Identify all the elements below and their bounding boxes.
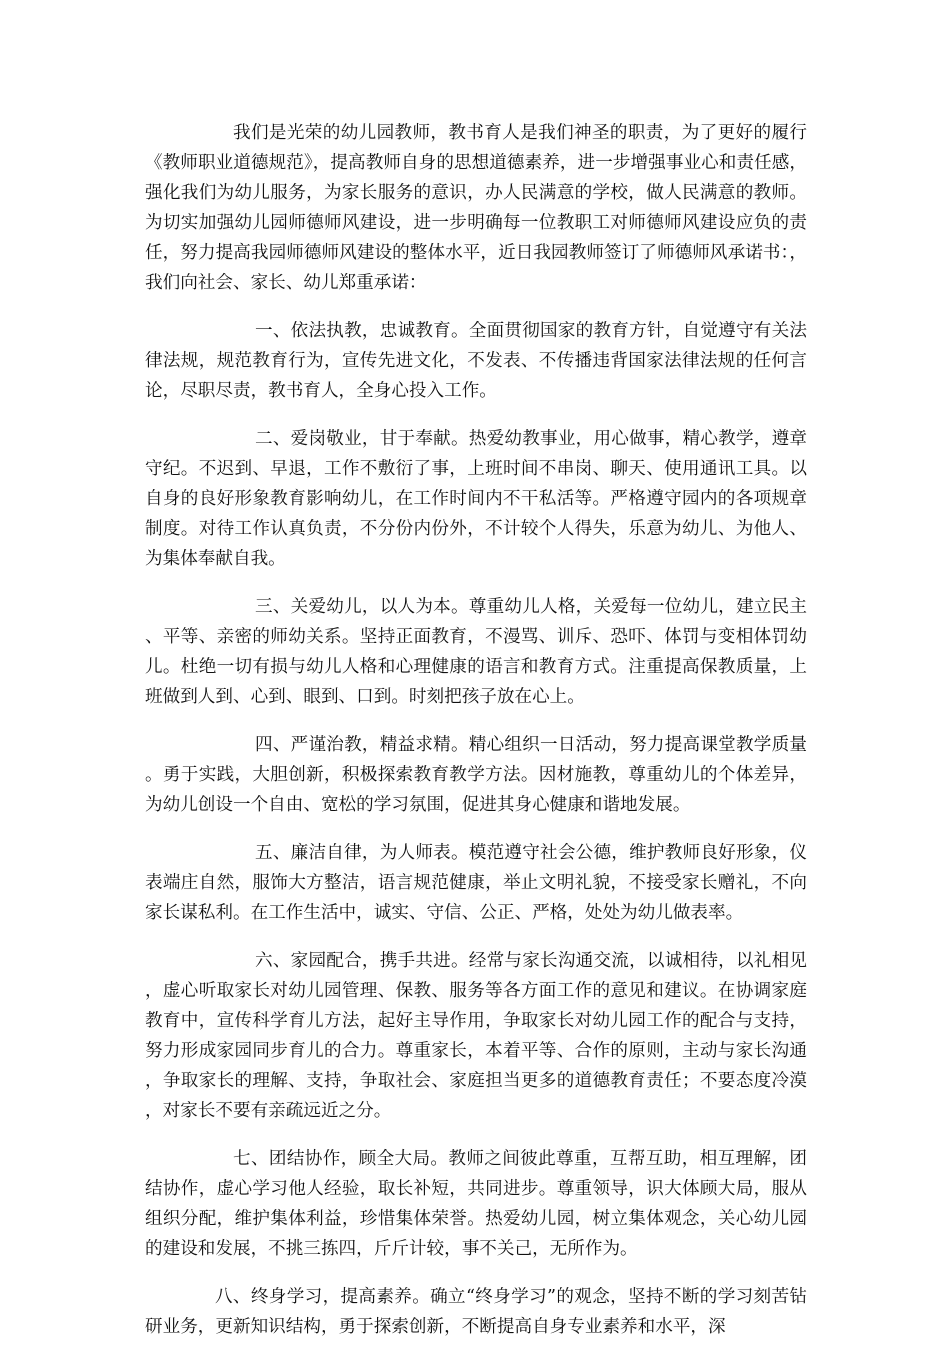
commitment-5-paragraph: 五、廉洁自律，为人师表。模范遵守社会公德，维护教师良好形象，仪表端庄自然，服饰大方整洁，语言规范健康，举止文明礼貌，不接受家长赠礼，不向家长谋私利。在工作生活中，诚实、守信、公正、严格，处处为幼儿做表率。 — [145, 843, 807, 923]
commitment-7-paragraph: 七、团结协作，顾全大局。教师之间彼此尊重，互帮互助，相互理解，团结协作，虚心学习他人经验，取长补短，共同进步。尊重领导，识大体顾大局，服从组织分配，维护集体利益，珍惜集体荣誉。热爱幼儿园，树立集体观念，关心幼儿园的建设和发展，不挑三拣四，斤斤计较，事不关己，无所作为。 — [145, 1149, 807, 1259]
intro-paragraph: 我们是光荣的幼儿园教师，教书育人是我们神圣的职责，为了更好的履行《教师职业道德规范》，提高教师自身的思想道德素养，进一步增强事业心和责任感，强化我们为幼儿服务，为家长服务的意识，办人民满意的学校，做人民满意的教师。为切实加强幼儿园师德师风建设，进一步明确每一位教职工对师德师风建设应负的责任，努力提高我园师德师风建设的整体水平，近日我园教师签订了师德师风承诺书：，我们向社会、家长、幼儿郑重承诺： — [145, 123, 807, 293]
document-body — [145, 118, 807, 1360]
commitment-8-paragraph: 八、终身学习，提高素养。确立“终身学习”的观念，坚持不断的学习刻苦钻研业务，更新知识结构，勇于探索创新，不断提高自身专业素养和水平，深 — [145, 1287, 807, 1337]
commitment-4-paragraph: 四、严谨治教，精益求精。精心组织一日活动，努力提高课堂教学质量。勇于实践，大胆创新，积极探索教育教学方法。因材施教，尊重幼儿的个体差异，为幼儿创设一个自由、宽松的学习氛围，促进其身心健康和谐地发展。 — [145, 735, 807, 815]
commitment-2-paragraph: 二、爱岗敬业，甘于奉献。热爱幼教事业，用心做事，精心教学，遵章守纪。不迟到、早退，工作不敷衍了事，上班时间不串岗、聊天、使用通讯工具。以自身的良好形象教育影响幼儿，在工作时间内不干私活等。严格遵守园内的各项规章制度。对待工作认真负责，不分份内份外，不计较个人得失，乐意为幼儿、为他人、为集体奉献自我。 — [145, 429, 807, 569]
commitment-1-paragraph: 一、依法执教，忠诚教育。全面贯彻国家的教育方针，自觉遵守有关法律法规，规范教育行为，宣传先进文化，不发表、不传播违背国家法律法规的任何言论，尽职尽责，教书育人，全身心投入工作。 — [145, 321, 807, 401]
commitment-3-paragraph: 三、关爱幼儿，以人为本。尊重幼儿人格，关爱每一位幼儿，建立民主、平等、亲密的师幼关系。坚持正面教育，不漫骂、训斥、恐吓、体罚与变相体罚幼儿。杜绝一切有损与幼儿人格和心理健康的语言和教育方式。注重提高保教质量，上班做到人到、心到、眼到、口到。时刻把孩子放在心上。 — [145, 597, 807, 707]
commitment-6-paragraph: 六、家园配合，携手共进。经常与家长沟通交流，以诚相待，以礼相见，虚心听取家长对幼儿园管理、保教、服务等各方面工作的意见和建议。在协调家庭教育中，宣传科学育儿方法，起好主导作用，争取家长对幼儿园工作的配合与支持，努力形成家园同步育儿的合力。尊重家长，本着平等、合作的原则，主动与家长沟通，争取家长的理解、支持，争取社会、家庭担当更多的道德教育责任；不要态度冷漠，对家长不要有亲疏远近之分。 — [145, 951, 807, 1121]
